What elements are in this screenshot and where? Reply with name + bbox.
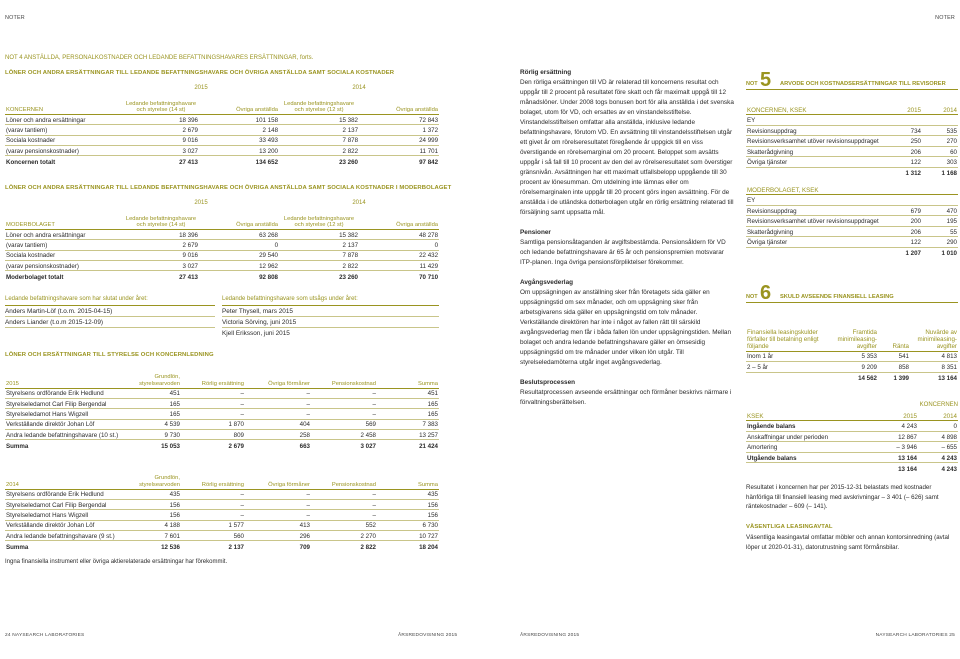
year-2015: 2015 [886, 104, 922, 115]
paragraph: Den rörliga ersättningen till VD är relaterad till koncernens resultat och uppgår till 2 procent på resultatet före skatt och får maximalt uppgå till 12 månadslöner. Under 2008 togs bonusen bort för alla anställda i det svenska bolaget, utom för VD, och ersattes av en vinstandelsstiftelse. Vinstandelsstiftelsen omfattar alla anställda, inklusive ledande befattningshavare, förutom VD. En avsättning till vinstandelsstiftelsen utgår ett givet år om rörelseresultatet föregående år uppgick till en viss överstigande en rörelsemarginal om 20 procent. Beloppet som avsätts uppgår i så fall till 10 procent av den del av rörelseresultatet som överstiger gränsnivån. Avsättningen har ett maximalt utfallsbelopp uppgående till 30 procent av lönesumman. Om utdelning inte lämnas eller om rörelsemarginalen inte uppgår till 20 procent görs ingen avsättning. För de anställda i de utländska dotterbolagen utgår en rörlig ersättning relaterad till försäljning samt uppsatta mål. [520, 79, 734, 216]
operational-lease-text: Väsentliga leasingavtal omfattar möbler och annan kontorsinredning (avtal löper ut 2020-01-31), datorutrustning samt förmånsbilar. [746, 534, 950, 551]
table-row: Skatterådgivning 206 55 [746, 226, 958, 237]
table-row: Verkställande direktör Johan Löf 4 539 1 870 404 569 7 383 [5, 419, 439, 429]
table-row: Övriga tjänster 122 290 [746, 237, 958, 248]
new-title: Ledande befattningshavare som utsågs under året: [222, 296, 439, 306]
subhead: EY [746, 115, 886, 126]
year-2014: 2014 [352, 84, 366, 91]
list-item: Peter Thysell, mars 2015 [222, 306, 439, 317]
table-row: Amortering – 3 946 – 655 [746, 442, 958, 453]
paragraph: Om uppsägningen av anställning sker från företagets sida gäller en uppsägningstid om sex månader, och om uppsägning sker från arbetsgivarens sida gäller en uppsägningstid om tolv månader. Verkställande direktören har inte i något av fallen rätt till särskild avgångsvederlag men får i båda fallen lön under uppsägningstiden. Mellan bolaget och andra ledande befattningshavare gäller en ömsesidig uppsägningstid om tre månader under vilken lön utgår. Till styrelseledamöterna utgår inget avgångsvederlag. [520, 289, 732, 366]
footer-mid-right: ÅRSREDOVISNING 2015 [520, 633, 580, 638]
mid-text-column [520, 68, 736, 408]
col-header: Summa [377, 366, 439, 388]
col-header: Övriga anställda [199, 92, 279, 114]
year-2014: 2014 [922, 104, 958, 115]
col-header: Övriga anställda [359, 207, 439, 229]
auditor-fees-group-table [746, 104, 958, 178]
group-label: KONCERNEN [919, 402, 958, 408]
note-label: NOT [746, 294, 758, 300]
col-header: Ledande befattningshavare och styrelse (12 st) [279, 207, 359, 229]
list-item: Anders Liander (t.o.m 2015-12-09) [5, 317, 215, 328]
table-total-row: 13 164 4 243 [898, 465, 957, 473]
col-header: Pensionskostnad [311, 366, 377, 388]
row-header: MODERBOLAGET [5, 207, 123, 229]
board-compensation-table-2014 [5, 467, 439, 551]
list-item: Kjell Eriksson, juni 2015 [222, 330, 290, 337]
col-header: Nuvärde av minimileasing-avgifter [910, 321, 958, 351]
table-total-row: Koncernen totalt 27 413 134 652 23 260 97 842 [6, 158, 439, 166]
table-row: Utgående balans 13 164 4 243 [746, 452, 958, 463]
note4-title: NOT 4 ANSTÄLLDA, PERSONALKOSTNADER OCH LEDANDE BEFATTNINGSHAVARES ERSÄTTNINGAR, forts. [5, 55, 314, 61]
finance-lease-table [746, 321, 958, 383]
heading-beslut: Beslutsprocessen [520, 379, 576, 386]
note-number: 5 [760, 69, 772, 91]
table-row: Styrelseledamot Hans Wigzell 165 – – – 165 [5, 409, 439, 419]
table-row: Andra ledande befattningshavare (10 st.) 9 730 809 258 2 458 13 257 [5, 430, 439, 440]
table-total-row: 14 562 1 399 13 164 [858, 375, 957, 383]
heading-pensioner: Pensioner [520, 229, 551, 236]
table-head: MODERBOLAGET, KSEK [746, 184, 886, 195]
lease-reconciliation-table [746, 410, 958, 474]
table-total-row: Summa 15 053 2 679 663 3 027 21 424 [6, 442, 438, 450]
table-row: Ingående balans 4 243 0 [746, 421, 958, 432]
table-row: Löner och andra ersättningar 18 396 63 268 15 382 48 278 [5, 229, 439, 239]
note-label: NOT [746, 81, 758, 87]
parent-salary-table [5, 197, 439, 281]
year-2015: 2015 [5, 366, 125, 388]
new-leaders [222, 296, 439, 339]
table-row: Andra ledande befattningshavare (9 st.) 7 601 560 296 2 270 10 727 [5, 531, 439, 541]
table-total-row: 1 312 1 168 [905, 170, 957, 178]
board-compensation-table [5, 366, 439, 450]
paragraph: Resultatprocessen avseende ersättningar och förmåner beskrivs närmare i förvaltningsberättelsen. [520, 389, 732, 406]
footer-left: 24 NAYSEARCH LABORATORIES [5, 633, 85, 638]
table-row: (varav tantiem) 2 679 2 148 2 137 1 372 [5, 125, 439, 135]
footer-right: NAYSEARCH LABORATORIES 25 [875, 633, 955, 638]
table-row: Styrelseledamot Carl Filip Bergendal 156 – – – 156 [5, 499, 439, 509]
departed-title: Ledande befattningshavare som har slutat under året: [5, 296, 215, 306]
col-header: Ledande befattningshavare och styrelse (12 st) [279, 92, 359, 114]
group-table-title: LÖNER OCH ANDRA ERSÄTTNINGAR TILL LEDANDE BEFATTNINGSHAVARE OCH ÖVRIGA ANSTÄLLDA SAMT SOCIALA KOSTNADER [5, 70, 395, 76]
col-header: Grundlön, styrelsearvoden [125, 467, 181, 489]
table-total-row: Moderbolaget totalt 27 413 92 808 23 260 70 710 [6, 273, 439, 281]
col-header: Övriga anställda [199, 207, 279, 229]
group-salary-table [5, 82, 439, 166]
table-row: Revisionsuppdrag 734 535 [746, 125, 958, 136]
table-row: Revisionsverksamhet utöver revisionsuppdraget 200 195 [746, 216, 958, 227]
table-row: (varav pensionskostnader) 3 027 12 962 2 822 11 429 [5, 261, 439, 271]
board-table-title: LÖNER OCH ERSÄTTNINGAR TILL STYRELSE OCH KONCERNLEDNING [5, 352, 214, 358]
col-header: Ränta [878, 321, 910, 351]
table-row: Revisionsuppdrag 679 470 [746, 205, 958, 216]
list-item: Anders Martin-Löf (t.o.m. 2015-04-15) [5, 306, 215, 317]
col-header: Ledande befattningshavare och styrelse (14 st) [123, 92, 199, 114]
year-2014: 2014 [352, 199, 366, 206]
table-row: Sociala kostnader 9 016 29 540 7 878 22 432 [5, 250, 439, 260]
running-header-left: NOTER [5, 15, 25, 21]
col-header: Summa [377, 467, 439, 489]
subhead: EY [746, 195, 886, 206]
table-row: Styrelseledamot Carl Filip Bergendal 165 – – – 165 [5, 398, 439, 408]
col-header: Framtida minimileasing-avgifter [826, 321, 878, 351]
list-item: Victoria Sörving, juni 2015 [222, 317, 439, 328]
table-row: Skatterådgivning 206 60 [746, 146, 958, 157]
year-2014: 2014 [918, 410, 958, 421]
table-row: (varav tantiem) 2 679 0 2 137 0 [5, 240, 439, 250]
auditor-fees-parent-table [746, 184, 958, 258]
table-head: KONCERNEN, KSEK [746, 104, 886, 115]
col-header: Pensionskostnad [311, 467, 377, 489]
year-2015: 2015 [878, 410, 918, 421]
col-header: Övriga förmåner [245, 467, 311, 489]
year-2015: 2015 [194, 84, 208, 91]
table-row: Styrelsens ordförande Erik Hedlund 435 – – – 435 [5, 489, 439, 499]
col-header: Rörlig ersättning [181, 467, 245, 489]
table-row: Inom 1 år 5 353 541 4 813 [746, 351, 958, 362]
heading-rorlig: Rörlig ersättning [520, 69, 572, 76]
year-2015: 2015 [194, 199, 208, 206]
operational-lease-title: VÄSENTLIGA LEASINGAVTAL [746, 524, 833, 530]
col-header: Finansiella leasingskulder förfaller till betalning enligt följande [746, 321, 826, 351]
table-row: Övriga tjänster 122 303 [746, 157, 958, 168]
heading-avgang: Avgångsvederlag [520, 279, 574, 286]
table-row: Anskaffningar under perioden 12 867 4 898 [746, 431, 958, 442]
footnote: Ingna finansiella instrument eller övriga aktierelaterade ersättningar har förekommit. [5, 559, 228, 565]
table-row: Styrelseledamot Hans Wigzell 156 – – – 156 [5, 510, 439, 520]
table-total-row: Summa 12 536 2 137 709 2 822 18 204 [6, 543, 438, 551]
col-header: Ledande befattningshavare och styrelse (14 st) [123, 207, 199, 229]
footer-mid-left: ÅRSREDOVISNING 2015 [398, 633, 458, 638]
table-row: Revisionsverksamhet utöver revisionsuppdraget 250 270 [746, 136, 958, 147]
row-header: KONCERNEN [5, 92, 123, 114]
parent-table-title: LÖNER OCH ANDRA ERSÄTTNINGAR TILL LEDANDE BEFATTNINGSHAVARE OCH ÖVRIGA ANSTÄLLDA SAMT SOCIALA KOSTNADER I MODERBOLAGET [5, 185, 452, 191]
table-head: KSEK [746, 410, 878, 421]
note5-heading [746, 70, 958, 90]
table-total-row: 1 207 1 010 [905, 250, 957, 258]
table-row: Sociala kostnader 9 016 33 493 7 878 24 999 [5, 135, 439, 145]
table-row: Löner och andra ersättningar 18 396 101 158 15 382 72 843 [5, 114, 439, 124]
col-header: Övriga förmåner [245, 366, 311, 388]
table-row: Styrelsens ordförande Erik Hedlund 451 – – – 451 [5, 388, 439, 398]
lease-cost-text: Resultatet i koncernen har per 2015-12-31 belastats med kostnader hänförliga till finansiell leasing med avskrivningar – 3 401 (– 626) samt räntekostnader – 609 (– 141). [746, 484, 939, 511]
note-number: 6 [760, 282, 772, 304]
table-row: 2 – 5 år 9 209 858 8 351 [746, 362, 958, 373]
col-header: Rörlig ersättning [181, 366, 245, 388]
paragraph: Samtliga pensionsåtaganden är avgiftsbestämda. Pensionsåldern för VD och ledande befattningshavare är 65 år och pensionspremien motsvarar ITP-planen. Inga övriga pensionsförpliktelser förekommer. [520, 239, 726, 266]
col-header: Övriga anställda [359, 92, 439, 114]
running-header-right: NOTER [935, 15, 955, 21]
table-row: Verkställande direktör Johan Löf 4 188 1 577 413 552 6 730 [5, 520, 439, 530]
departed-leaders [5, 296, 215, 328]
year-2014: 2014 [5, 467, 125, 489]
note6-heading [746, 283, 958, 303]
col-header: Grundlön, styrelsearvoden [125, 366, 181, 388]
table-row: (varav pensionskostnader) 3 027 13 200 2 822 11 701 [5, 146, 439, 156]
note-title: SKULD AVSEENDE FINANSIELL LEASING [780, 294, 894, 300]
note-title: ARVODE OCH KOSTNADSERSÄTTNINGAR TILL REVISORER [780, 81, 946, 87]
